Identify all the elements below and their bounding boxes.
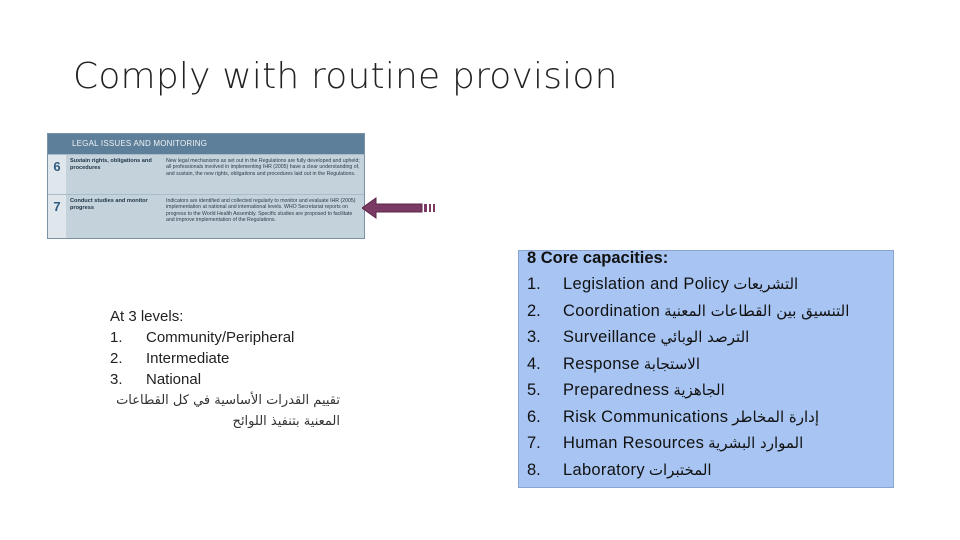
row-label: Sustain rights, obligations and procedures	[70, 158, 152, 171]
list-item: 2. Coordination التنسيق بين القطاعات المعنية	[527, 301, 850, 320]
legal-issues-table-image	[47, 133, 365, 239]
arabic-text: تقييم القدرات الأساسية في كل القطاعات	[116, 393, 340, 408]
row-number: 6	[48, 155, 66, 195]
row-text: New legal mechanisms as set out in the Regulations are fully developed and upheld; all professionals involved in implementing IHR (2005) have a clear understanding of, and sustain, the new rights, obligations and procedures laid out in the Regulations.	[166, 158, 360, 177]
list-item: 3. National	[110, 371, 202, 388]
list-item: 7. Human Resources الموارد البشرية	[527, 434, 804, 452]
row-text: Indicators are identified and collected regularly to monitor and evaluate IHR (2005) implementation at national and international levels. WHO Secretariat reports on progress to the World Health Assembly. Specific studies are proposed to facilitate and improve implementation of the Regulations.	[166, 198, 356, 224]
list-item: 5. Preparedness الجاهزية	[527, 381, 725, 399]
list-item: 3. Surveillance الترصد الوبائي	[527, 328, 750, 346]
table-row	[48, 194, 364, 239]
table-header	[48, 134, 364, 154]
slide-title: Comply with routine provision	[73, 56, 618, 97]
table-row	[48, 154, 364, 195]
left-arrow-icon	[362, 197, 436, 219]
levels-list	[110, 306, 360, 432]
table-header-label: LEGAL ISSUES AND MONITORING	[72, 139, 208, 148]
list-item: 1. Legislation and Policy التشريعات	[527, 275, 799, 293]
capacities-heading: 8 Core capacities:	[527, 249, 669, 267]
arabic-text: المعنية بتنفيذ اللوائح	[232, 414, 340, 429]
core-capacities-box	[518, 250, 894, 488]
list-item: 6. Risk Communications إدارة المخاطر	[527, 407, 820, 426]
list-item: 1. Community/Peripheral	[110, 329, 295, 346]
list-item: 2. Intermediate	[110, 350, 230, 367]
capacities-list	[527, 271, 849, 483]
row-label: Conduct studies and monitor progress	[70, 198, 148, 211]
levels-heading: At 3 levels:	[110, 308, 184, 325]
list-item: 4. Response الاستجابة	[527, 354, 700, 373]
list-item: 8. Laboratory المختبرات	[527, 460, 712, 479]
row-number: 7	[48, 195, 66, 239]
